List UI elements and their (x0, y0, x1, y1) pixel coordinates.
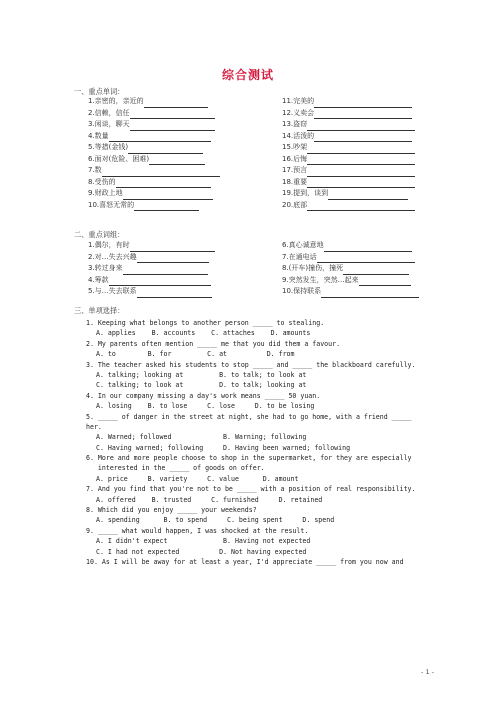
answer-options: C. talking; to look at D. to talk; looking at (96, 381, 307, 390)
item-label: 2.对…失去兴趣 (88, 252, 137, 261)
question-stem: interested in the _____ of goods on offer. (86, 464, 265, 473)
answer-blank (109, 133, 211, 142)
section2-left-column (88, 240, 215, 298)
page-number: - 1 - (421, 668, 434, 676)
question-item (86, 339, 436, 360)
answer-blank (324, 243, 412, 252)
answer-blank (109, 277, 211, 286)
answer-blank (307, 179, 415, 188)
phrase-item (282, 252, 419, 264)
answer-options: A. applies B. accounts C. attaches D. amounts (96, 329, 311, 338)
item-label: 8.受伤的 (88, 177, 116, 186)
vocab-item (88, 119, 220, 131)
answer-options: A. spending B. to spend C. being spent D. spend (96, 516, 335, 525)
question-item (86, 360, 436, 391)
question-item (86, 526, 436, 557)
vocab-item (88, 96, 220, 108)
item-label: 5.等措(金钱) (88, 143, 129, 151)
vocab-item (282, 108, 415, 120)
question-stem: 3. The teacher asked his students to stop _____ and _____ the blackboard carefully. (86, 360, 416, 369)
item-label: 9.财政上地 (88, 189, 123, 197)
vocab-item (88, 200, 220, 212)
phrase-item (282, 275, 419, 287)
item-label: 3.闲谈，聊天 (88, 120, 130, 128)
question-stem: 8. Which did you enjoy _____ your weekends? (86, 506, 257, 515)
answer-blank (123, 266, 208, 275)
item-label: 11.完美的 (282, 97, 315, 105)
item-label: 10.喜怒无常的 (88, 200, 135, 209)
vocab-item (88, 131, 220, 143)
item-label: 2.信赖，信任 (88, 108, 130, 117)
question-item (86, 505, 436, 526)
section1-right-column (282, 96, 415, 211)
question-stem: 7. And you find that you're not to be _____ with a position of real responsibility. (86, 485, 416, 494)
answer-blank (343, 266, 409, 275)
answer-blank (314, 99, 412, 108)
item-label: 15.吵架 (282, 143, 308, 151)
answer-blank (307, 145, 415, 154)
question-stem: 10. As I will be away for at least a year, I'd appreciate _____ from you now and (86, 557, 404, 566)
answer-blank (137, 289, 212, 298)
vocab-item (282, 131, 415, 143)
answer-blank (116, 179, 211, 188)
vocab-item (88, 177, 220, 189)
item-label: 1.偶尔，有时 (88, 241, 130, 249)
item-label: 19.提到，谈到 (282, 189, 329, 197)
answer-blank (314, 133, 412, 142)
item-label: 12.义卖会 (282, 108, 315, 117)
answer-options: C. Having warned; following D. Having been warned; following (96, 443, 351, 452)
section3-heading: 三、单项选择： (74, 306, 125, 315)
question-item (86, 453, 436, 484)
phrase-item (282, 263, 419, 275)
question-stem: her. (86, 422, 102, 431)
answer-options: C. I had not expected D. Not having expected (96, 547, 307, 556)
vocab-item (282, 96, 415, 108)
item-label: 16.后悔 (282, 154, 308, 163)
answer-options: A. offered B. trusted C. furnished D. retained (96, 495, 323, 504)
vocab-item (282, 188, 415, 200)
vocab-item (88, 142, 220, 154)
answer-options: A. losing B. to lose C. lose D. to be losing (96, 402, 315, 411)
vocab-item (88, 154, 220, 166)
answer-options: A. talking; looking at B. to talk; to look at (96, 370, 307, 379)
item-label: 6.真心诚意地 (282, 241, 324, 249)
answer-options: A. price B. variety C. value D. amount (96, 474, 299, 483)
question-stem: 1. Keeping what belongs to another person _____ to stealing. (86, 319, 325, 327)
phrase-item (88, 263, 215, 275)
section1-left-column (88, 96, 220, 211)
answer-options: A. to B. for C. at D. from (96, 350, 295, 359)
question-item (86, 391, 436, 412)
item-label: 10.保持联系 (282, 287, 322, 295)
vocab-item (88, 188, 220, 200)
item-label: 1.亲密的，亲近的 (88, 97, 144, 105)
question-stem: 4. In our company missing a day's work means _____ 50 yuan. (86, 391, 321, 400)
answer-blank (102, 168, 220, 177)
item-label: 8.(开车)撞伤，撞死 (282, 264, 344, 272)
item-label: 18.重要 (282, 177, 308, 186)
phrase-item (88, 252, 215, 264)
answer-blank (134, 202, 199, 211)
phrase-item (282, 286, 419, 298)
phrase-item (88, 275, 215, 287)
question-stem: 9. _____ what would happen, I was shocked at the result. (86, 526, 309, 535)
answer-blank (307, 168, 415, 177)
vocab-item (282, 119, 415, 131)
vocab-item (282, 200, 415, 212)
item-label: 17.预言 (282, 166, 308, 174)
vocab-item (282, 177, 415, 189)
item-label: 13.盗窃 (282, 120, 308, 128)
item-label: 4.数量 (88, 131, 109, 140)
question-stem: 2. My parents often mention _____ me that you did them a favour. (86, 339, 341, 348)
phrase-item (88, 240, 215, 252)
section2-heading: 二、重点词组： (74, 230, 125, 239)
vocab-item (88, 108, 220, 120)
answer-blank (149, 156, 205, 165)
question-item (86, 412, 436, 454)
item-label: 5.与…失去联系 (88, 287, 137, 295)
section2-right-column (282, 240, 419, 298)
vocab-item (88, 165, 220, 177)
answer-blank (130, 122, 215, 131)
answer-blank (359, 277, 411, 286)
item-label: 6.面对(危险、困难) (88, 154, 150, 163)
answer-blank (317, 254, 415, 263)
item-label: 7.在通电话 (282, 252, 317, 261)
vocab-item (282, 142, 415, 154)
question-stem: 5. _____ of danger in the street at night, she had to go home, with a friend _____ (86, 412, 412, 421)
vocab-item (282, 154, 415, 166)
question-item (86, 318, 436, 339)
answer-blank (130, 243, 215, 252)
answer-blank (328, 191, 408, 200)
question-list (86, 318, 436, 567)
answer-blank (128, 145, 203, 154)
answer-blank (130, 110, 215, 119)
item-label: 20.底部 (282, 200, 308, 209)
answer-blank (144, 99, 208, 108)
item-label: 14.活泼的 (282, 131, 315, 140)
answer-blank (314, 110, 412, 119)
question-item (86, 557, 436, 567)
phrase-item (282, 240, 419, 252)
question-item (86, 484, 436, 505)
item-label: 3.转过身来 (88, 264, 123, 272)
answer-blank (137, 254, 209, 263)
answer-blank (321, 289, 419, 298)
section1-heading: 一、重点单词： (74, 87, 125, 96)
question-stem: 6. More and more people choose to shop in the supermarket, for they are especially (86, 454, 412, 463)
page-title: 综合测试 (221, 68, 274, 82)
answer-options: A. Warned; followed B. Warning; following (96, 433, 307, 442)
answer-blank (307, 156, 415, 165)
item-label: 4.筹款 (88, 275, 109, 284)
answer-blank (307, 202, 415, 211)
vocab-item (282, 165, 415, 177)
answer-blank (307, 122, 415, 131)
answer-blank (123, 191, 213, 200)
item-label: 9.突然发生，突然…起来 (282, 275, 359, 284)
item-label: 7.数 (88, 166, 102, 174)
phrase-item (88, 286, 215, 298)
answer-options: A. I didn't expect B. Having not expected (96, 537, 311, 546)
